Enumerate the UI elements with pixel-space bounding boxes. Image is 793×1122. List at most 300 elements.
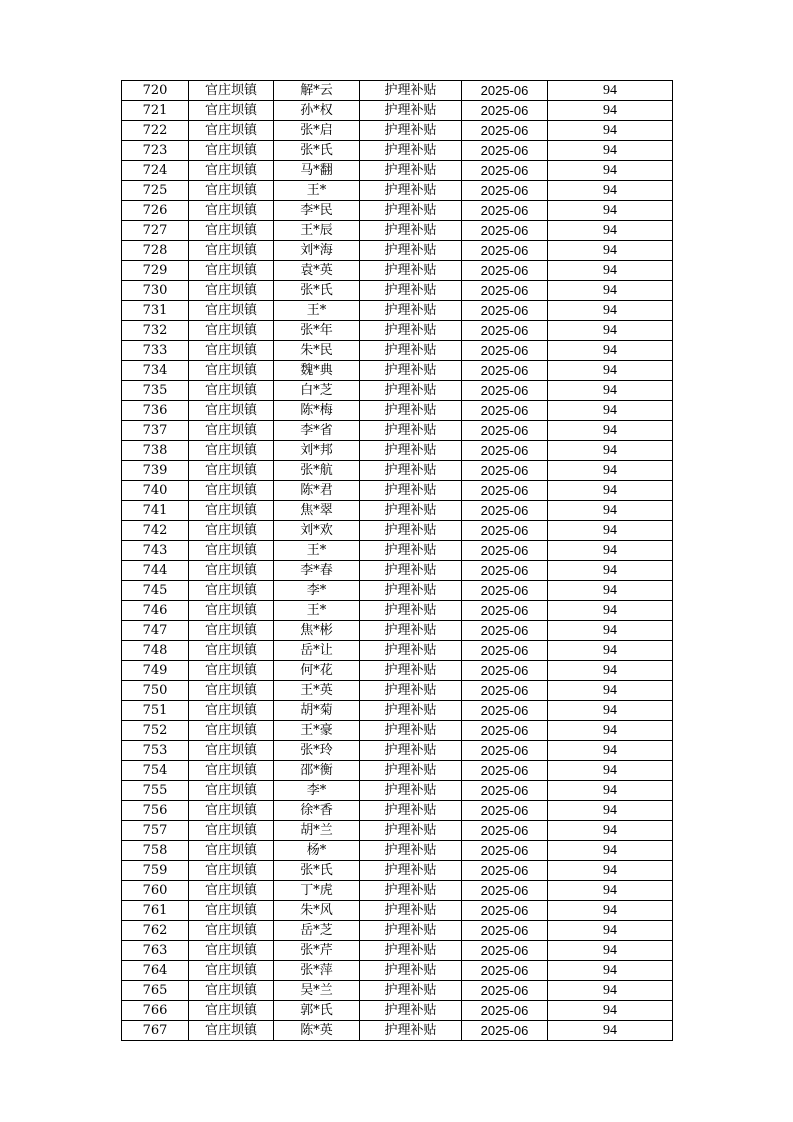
- town-cell: 官庄坝镇: [189, 361, 274, 381]
- subsidy-type-cell: 护理补贴: [360, 361, 462, 381]
- row-number: 727: [122, 221, 189, 241]
- table-row: [122, 781, 673, 801]
- subsidy-type-cell: 护理补贴: [360, 601, 462, 621]
- month-cell: 2025-06: [462, 1001, 548, 1021]
- person-name-cell: 刘*邦: [274, 441, 360, 461]
- town-cell: 官庄坝镇: [189, 921, 274, 941]
- town-cell: 官庄坝镇: [189, 641, 274, 661]
- table-row: [122, 741, 673, 761]
- table-row: [122, 201, 673, 221]
- row-number: 726: [122, 201, 189, 221]
- subsidy-type-cell: 护理补贴: [360, 701, 462, 721]
- subsidy-type-cell: 护理补贴: [360, 121, 462, 141]
- month-cell: 2025-06: [462, 901, 548, 921]
- amount-cell: 94: [548, 541, 673, 561]
- subsidy-type-cell: 护理补贴: [360, 221, 462, 241]
- table-row: [122, 921, 673, 941]
- person-name-cell: 岳*让: [274, 641, 360, 661]
- subsidy-type-cell: 护理补贴: [360, 481, 462, 501]
- person-name-cell: 朱*风: [274, 901, 360, 921]
- subsidy-type-cell: 护理补贴: [360, 821, 462, 841]
- month-cell: 2025-06: [462, 81, 548, 101]
- table-row: [122, 401, 673, 421]
- table-row: [122, 981, 673, 1001]
- month-cell: 2025-06: [462, 421, 548, 441]
- month-cell: 2025-06: [462, 641, 548, 661]
- town-cell: 官庄坝镇: [189, 461, 274, 481]
- row-number: 748: [122, 641, 189, 661]
- table-row: [122, 441, 673, 461]
- subsidy-type-cell: 护理补贴: [360, 961, 462, 981]
- person-name-cell: 丁*虎: [274, 881, 360, 901]
- person-name-cell: 张*氏: [274, 861, 360, 881]
- month-cell: 2025-06: [462, 801, 548, 821]
- table-row: [122, 961, 673, 981]
- table-row: [122, 161, 673, 181]
- amount-cell: 94: [548, 701, 673, 721]
- row-number: 760: [122, 881, 189, 901]
- amount-cell: 94: [548, 301, 673, 321]
- amount-cell: 94: [548, 561, 673, 581]
- town-cell: 官庄坝镇: [189, 441, 274, 461]
- row-number: 720: [122, 81, 189, 101]
- row-number: 754: [122, 761, 189, 781]
- person-name-cell: 王*辰: [274, 221, 360, 241]
- person-name-cell: 胡*菊: [274, 701, 360, 721]
- amount-cell: 94: [548, 161, 673, 181]
- table-row: [122, 481, 673, 501]
- row-number: 753: [122, 741, 189, 761]
- month-cell: 2025-06: [462, 461, 548, 481]
- month-cell: 2025-06: [462, 981, 548, 1001]
- amount-cell: 94: [548, 521, 673, 541]
- town-cell: 官庄坝镇: [189, 581, 274, 601]
- subsidy-type-cell: 护理补贴: [360, 261, 462, 281]
- table-row: [122, 1001, 673, 1021]
- month-cell: 2025-06: [462, 561, 548, 581]
- person-name-cell: 李*: [274, 781, 360, 801]
- subsidy-type-cell: 护理补贴: [360, 781, 462, 801]
- person-name-cell: 张*玲: [274, 741, 360, 761]
- person-name-cell: 陈*君: [274, 481, 360, 501]
- town-cell: 官庄坝镇: [189, 421, 274, 441]
- table-row: [122, 801, 673, 821]
- month-cell: 2025-06: [462, 181, 548, 201]
- month-cell: 2025-06: [462, 481, 548, 501]
- person-name-cell: 李*省: [274, 421, 360, 441]
- person-name-cell: 陈*英: [274, 1021, 360, 1041]
- person-name-cell: 袁*英: [274, 261, 360, 281]
- town-cell: 官庄坝镇: [189, 181, 274, 201]
- row-number: 741: [122, 501, 189, 521]
- row-number: 752: [122, 721, 189, 741]
- subsidy-type-cell: 护理补贴: [360, 101, 462, 121]
- row-number: 735: [122, 381, 189, 401]
- month-cell: 2025-06: [462, 361, 548, 381]
- person-name-cell: 郭*氏: [274, 1001, 360, 1021]
- row-number: 757: [122, 821, 189, 841]
- person-name-cell: 焦*翠: [274, 501, 360, 521]
- month-cell: 2025-06: [462, 341, 548, 361]
- subsidy-type-cell: 护理补贴: [360, 381, 462, 401]
- amount-cell: 94: [548, 921, 673, 941]
- row-number: 763: [122, 941, 189, 961]
- person-name-cell: 徐*香: [274, 801, 360, 821]
- subsidy-type-cell: 护理补贴: [360, 921, 462, 941]
- person-name-cell: 孙*权: [274, 101, 360, 121]
- town-cell: 官庄坝镇: [189, 721, 274, 741]
- person-name-cell: 张*年: [274, 321, 360, 341]
- subsidy-type-cell: 护理补贴: [360, 1001, 462, 1021]
- table-row: [122, 701, 673, 721]
- month-cell: 2025-06: [462, 401, 548, 421]
- row-number: 724: [122, 161, 189, 181]
- person-name-cell: 张*芹: [274, 941, 360, 961]
- subsidy-type-cell: 护理补贴: [360, 861, 462, 881]
- amount-cell: 94: [548, 761, 673, 781]
- row-number: 755: [122, 781, 189, 801]
- amount-cell: 94: [548, 181, 673, 201]
- subsidy-type-cell: 护理补贴: [360, 181, 462, 201]
- amount-cell: 94: [548, 781, 673, 801]
- subsidy-type-cell: 护理补贴: [360, 1021, 462, 1041]
- subsidy-type-cell: 护理补贴: [360, 321, 462, 341]
- town-cell: 官庄坝镇: [189, 861, 274, 881]
- town-cell: 官庄坝镇: [189, 281, 274, 301]
- table-row: [122, 361, 673, 381]
- amount-cell: 94: [548, 321, 673, 341]
- person-name-cell: 刘*欢: [274, 521, 360, 541]
- row-number: 761: [122, 901, 189, 921]
- town-cell: 官庄坝镇: [189, 501, 274, 521]
- subsidy-type-cell: 护理补贴: [360, 801, 462, 821]
- amount-cell: 94: [548, 721, 673, 741]
- table-row: [122, 321, 673, 341]
- amount-cell: 94: [548, 361, 673, 381]
- subsidy-type-cell: 护理补贴: [360, 141, 462, 161]
- town-cell: 官庄坝镇: [189, 621, 274, 641]
- person-name-cell: 王*: [274, 301, 360, 321]
- row-number: 745: [122, 581, 189, 601]
- subsidy-type-cell: 护理补贴: [360, 741, 462, 761]
- table-row: [122, 881, 673, 901]
- town-cell: 官庄坝镇: [189, 241, 274, 261]
- amount-cell: 94: [548, 981, 673, 1001]
- amount-cell: 94: [548, 821, 673, 841]
- person-name-cell: 张*启: [274, 121, 360, 141]
- subsidy-type-cell: 护理补贴: [360, 541, 462, 561]
- town-cell: 官庄坝镇: [189, 341, 274, 361]
- row-number: 743: [122, 541, 189, 561]
- person-name-cell: 邵*衡: [274, 761, 360, 781]
- person-name-cell: 张*萍: [274, 961, 360, 981]
- month-cell: 2025-06: [462, 1021, 548, 1041]
- row-number: 739: [122, 461, 189, 481]
- row-number: 736: [122, 401, 189, 421]
- town-cell: 官庄坝镇: [189, 121, 274, 141]
- town-cell: 官庄坝镇: [189, 1021, 274, 1041]
- month-cell: 2025-06: [462, 701, 548, 721]
- amount-cell: 94: [548, 101, 673, 121]
- table-row: [122, 1021, 673, 1041]
- town-cell: 官庄坝镇: [189, 301, 274, 321]
- month-cell: 2025-06: [462, 541, 548, 561]
- amount-cell: 94: [548, 641, 673, 661]
- person-name-cell: 焦*彬: [274, 621, 360, 641]
- town-cell: 官庄坝镇: [189, 261, 274, 281]
- month-cell: 2025-06: [462, 281, 548, 301]
- subsidy-type-cell: 护理补贴: [360, 301, 462, 321]
- subsidy-type-cell: 护理补贴: [360, 201, 462, 221]
- table-row: [122, 521, 673, 541]
- subsidy-type-cell: 护理补贴: [360, 461, 462, 481]
- amount-cell: 94: [548, 381, 673, 401]
- table-row: [122, 821, 673, 841]
- town-cell: 官庄坝镇: [189, 781, 274, 801]
- amount-cell: 94: [548, 861, 673, 881]
- amount-cell: 94: [548, 201, 673, 221]
- town-cell: 官庄坝镇: [189, 741, 274, 761]
- row-number: 721: [122, 101, 189, 121]
- row-number: 737: [122, 421, 189, 441]
- table-row: [122, 621, 673, 641]
- subsidy-type-cell: 护理补贴: [360, 501, 462, 521]
- subsidy-type-cell: 护理补贴: [360, 841, 462, 861]
- subsidy-type-cell: 护理补贴: [360, 621, 462, 641]
- month-cell: 2025-06: [462, 241, 548, 261]
- table-row: [122, 641, 673, 661]
- row-number: 728: [122, 241, 189, 261]
- town-cell: 官庄坝镇: [189, 81, 274, 101]
- town-cell: 官庄坝镇: [189, 681, 274, 701]
- month-cell: 2025-06: [462, 841, 548, 861]
- row-number: 750: [122, 681, 189, 701]
- town-cell: 官庄坝镇: [189, 321, 274, 341]
- town-cell: 官庄坝镇: [189, 981, 274, 1001]
- month-cell: 2025-06: [462, 741, 548, 761]
- month-cell: 2025-06: [462, 321, 548, 341]
- month-cell: 2025-06: [462, 881, 548, 901]
- month-cell: 2025-06: [462, 261, 548, 281]
- amount-cell: 94: [548, 841, 673, 861]
- subsidy-type-cell: 护理补贴: [360, 401, 462, 421]
- subsidy-type-cell: 护理补贴: [360, 81, 462, 101]
- town-cell: 官庄坝镇: [189, 701, 274, 721]
- amount-cell: 94: [548, 401, 673, 421]
- subsidy-table-page: [121, 80, 672, 1041]
- amount-cell: 94: [548, 81, 673, 101]
- month-cell: 2025-06: [462, 441, 548, 461]
- person-name-cell: 张*氏: [274, 141, 360, 161]
- amount-cell: 94: [548, 421, 673, 441]
- row-number: 749: [122, 661, 189, 681]
- amount-cell: 94: [548, 741, 673, 761]
- table-row: [122, 761, 673, 781]
- row-number: 730: [122, 281, 189, 301]
- person-name-cell: 王*豪: [274, 721, 360, 741]
- row-number: 740: [122, 481, 189, 501]
- table-row: [122, 81, 673, 101]
- table-row: [122, 721, 673, 741]
- row-number: 725: [122, 181, 189, 201]
- table-row: [122, 461, 673, 481]
- person-name-cell: 王*英: [274, 681, 360, 701]
- amount-cell: 94: [548, 961, 673, 981]
- person-name-cell: 王*: [274, 601, 360, 621]
- row-number: 733: [122, 341, 189, 361]
- table-row: [122, 281, 673, 301]
- row-number: 759: [122, 861, 189, 881]
- month-cell: 2025-06: [462, 661, 548, 681]
- month-cell: 2025-06: [462, 161, 548, 181]
- row-number: 747: [122, 621, 189, 641]
- month-cell: 2025-06: [462, 621, 548, 641]
- town-cell: 官庄坝镇: [189, 521, 274, 541]
- amount-cell: 94: [548, 221, 673, 241]
- table-row: [122, 261, 673, 281]
- town-cell: 官庄坝镇: [189, 821, 274, 841]
- month-cell: 2025-06: [462, 781, 548, 801]
- table-row: [122, 561, 673, 581]
- subsidy-type-cell: 护理补贴: [360, 661, 462, 681]
- subsidy-type-cell: 护理补贴: [360, 581, 462, 601]
- subsidy-type-cell: 护理补贴: [360, 881, 462, 901]
- amount-cell: 94: [548, 621, 673, 641]
- row-number: 723: [122, 141, 189, 161]
- person-name-cell: 魏*典: [274, 361, 360, 381]
- town-cell: 官庄坝镇: [189, 941, 274, 961]
- subsidy-type-cell: 护理补贴: [360, 421, 462, 441]
- subsidy-type-cell: 护理补贴: [360, 161, 462, 181]
- month-cell: 2025-06: [462, 681, 548, 701]
- amount-cell: 94: [548, 141, 673, 161]
- town-cell: 官庄坝镇: [189, 801, 274, 821]
- table-row: [122, 181, 673, 201]
- person-name-cell: 刘*海: [274, 241, 360, 261]
- town-cell: 官庄坝镇: [189, 1001, 274, 1021]
- person-name-cell: 解*云: [274, 81, 360, 101]
- amount-cell: 94: [548, 901, 673, 921]
- town-cell: 官庄坝镇: [189, 561, 274, 581]
- subsidy-type-cell: 护理补贴: [360, 281, 462, 301]
- row-number: 767: [122, 1021, 189, 1041]
- town-cell: 官庄坝镇: [189, 881, 274, 901]
- month-cell: 2025-06: [462, 961, 548, 981]
- table-row: [122, 221, 673, 241]
- subsidy-type-cell: 护理补贴: [360, 941, 462, 961]
- amount-cell: 94: [548, 501, 673, 521]
- table-row: [122, 421, 673, 441]
- town-cell: 官庄坝镇: [189, 141, 274, 161]
- person-name-cell: 李*春: [274, 561, 360, 581]
- row-number: 742: [122, 521, 189, 541]
- table-row: [122, 941, 673, 961]
- town-cell: 官庄坝镇: [189, 221, 274, 241]
- table-row: [122, 541, 673, 561]
- subsidy-type-cell: 护理补贴: [360, 521, 462, 541]
- month-cell: 2025-06: [462, 721, 548, 741]
- amount-cell: 94: [548, 601, 673, 621]
- table-row: [122, 661, 673, 681]
- amount-cell: 94: [548, 261, 673, 281]
- town-cell: 官庄坝镇: [189, 961, 274, 981]
- town-cell: 官庄坝镇: [189, 841, 274, 861]
- amount-cell: 94: [548, 341, 673, 361]
- month-cell: 2025-06: [462, 941, 548, 961]
- person-name-cell: 李*: [274, 581, 360, 601]
- month-cell: 2025-06: [462, 861, 548, 881]
- row-number: 746: [122, 601, 189, 621]
- table-row: [122, 841, 673, 861]
- person-name-cell: 何*花: [274, 661, 360, 681]
- person-name-cell: 李*民: [274, 201, 360, 221]
- person-name-cell: 朱*民: [274, 341, 360, 361]
- amount-cell: 94: [548, 581, 673, 601]
- month-cell: 2025-06: [462, 221, 548, 241]
- town-cell: 官庄坝镇: [189, 901, 274, 921]
- month-cell: 2025-06: [462, 101, 548, 121]
- subsidy-table: [121, 80, 673, 1041]
- person-name-cell: 陈*梅: [274, 401, 360, 421]
- row-number: 756: [122, 801, 189, 821]
- amount-cell: 94: [548, 281, 673, 301]
- subsidy-type-cell: 护理补贴: [360, 681, 462, 701]
- person-name-cell: 马*翻: [274, 161, 360, 181]
- town-cell: 官庄坝镇: [189, 601, 274, 621]
- table-row: [122, 501, 673, 521]
- table-row: [122, 901, 673, 921]
- town-cell: 官庄坝镇: [189, 381, 274, 401]
- town-cell: 官庄坝镇: [189, 481, 274, 501]
- table-row: [122, 681, 673, 701]
- row-number: 734: [122, 361, 189, 381]
- amount-cell: 94: [548, 461, 673, 481]
- person-name-cell: 杨*: [274, 841, 360, 861]
- month-cell: 2025-06: [462, 121, 548, 141]
- table-row: [122, 341, 673, 361]
- town-cell: 官庄坝镇: [189, 401, 274, 421]
- month-cell: 2025-06: [462, 581, 548, 601]
- subsidy-type-cell: 护理补贴: [360, 901, 462, 921]
- row-number: 738: [122, 441, 189, 461]
- table-row: [122, 121, 673, 141]
- subsidy-type-cell: 护理补贴: [360, 441, 462, 461]
- amount-cell: 94: [548, 441, 673, 461]
- town-cell: 官庄坝镇: [189, 201, 274, 221]
- town-cell: 官庄坝镇: [189, 761, 274, 781]
- month-cell: 2025-06: [462, 521, 548, 541]
- month-cell: 2025-06: [462, 921, 548, 941]
- row-number: 765: [122, 981, 189, 1001]
- row-number: 751: [122, 701, 189, 721]
- amount-cell: 94: [548, 1021, 673, 1041]
- month-cell: 2025-06: [462, 141, 548, 161]
- row-number: 762: [122, 921, 189, 941]
- subsidy-type-cell: 护理补贴: [360, 761, 462, 781]
- person-name-cell: 白*芝: [274, 381, 360, 401]
- table-row: [122, 301, 673, 321]
- amount-cell: 94: [548, 121, 673, 141]
- subsidy-type-cell: 护理补贴: [360, 981, 462, 1001]
- month-cell: 2025-06: [462, 761, 548, 781]
- row-number: 729: [122, 261, 189, 281]
- amount-cell: 94: [548, 941, 673, 961]
- person-name-cell: 胡*兰: [274, 821, 360, 841]
- month-cell: 2025-06: [462, 501, 548, 521]
- row-number: 732: [122, 321, 189, 341]
- table-row: [122, 141, 673, 161]
- person-name-cell: 张*氏: [274, 281, 360, 301]
